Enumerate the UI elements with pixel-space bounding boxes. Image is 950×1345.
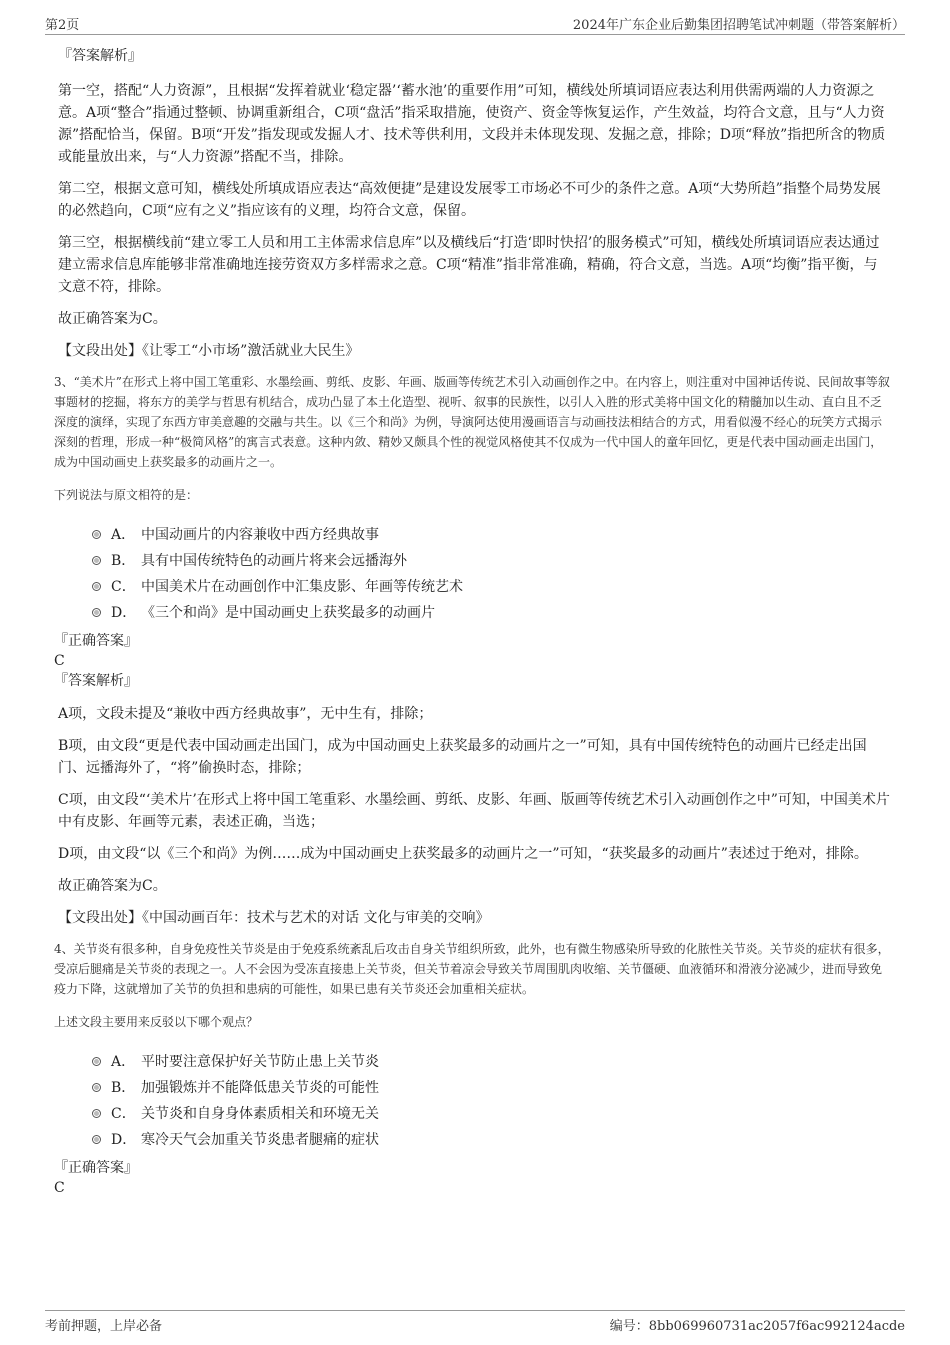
option-text: 平时要注意保护好关节防止患上关节炎 <box>141 1054 379 1070</box>
radio-icon[interactable] <box>92 530 101 539</box>
radio-icon[interactable] <box>92 1135 101 1144</box>
answer-label: 『正确答案』 <box>54 633 138 649</box>
conclusion: 故正确答案为C。 <box>58 878 167 894</box>
analysis-paragraph-1: 第一空，搭配“人力资源”，且根据“发挥着就业‘稳定器’‘蓄水池’的重要作用”可知，横线处所填词语应表达利用供需两端的人力资源之意。A项“整合”指通过整顿、协调重新组合，C项“盘活”指采取措施，使资产、资金等恢复运作，产生效益，均符合文意，且与“人力资源”搭配恰当，保留。B项“开发”指发现或发掘人才、技术等供利用，文段并未体现发现、发掘之意，排除；D项“释放”指把所含的物质或能量放出来，与“人力资源”搭配不当，排除。 <box>58 83 886 165</box>
question-3 <box>54 372 890 691</box>
answer-value: C <box>54 653 65 669</box>
radio-icon[interactable] <box>92 608 101 617</box>
question-prompt: 上述文段主要用来反驳以下哪个观点？ <box>54 1015 259 1029</box>
analysis-label: 『答案解析』 <box>54 673 138 689</box>
radio-icon[interactable] <box>92 1083 101 1092</box>
answer-label: 『正确答案』 <box>54 1160 138 1176</box>
page-number: 第2页 <box>45 18 80 33</box>
question-text: 4、关节炎有很多种，自身免疫性关节炎是由于免疫系统紊乱后攻击自身关节组织所致，此外，也有微生物感染所导致的化脓性关节炎。关节炎的症状有很多，受凉后腿痛是关节炎的表现之一。人不会因为受冻直接患上关节炎，但关节着凉会导致关节周围肌肉收缩、关节僵硬、血液循环和滑液分泌减少，进而导致免疫力下降，这就增加了关节的负担和患病的可能性，如果已患有关节炎还会加重相关症状。 <box>54 942 890 996</box>
option-b[interactable]: B． 加强锻炼并不能降低患关节炎的可能性 <box>92 1074 890 1100</box>
question-text: 3、“美术片”在形式上将中国工笔重彩、水墨绘画、剪纸、皮影、年画、版画等传统艺术引入动画创作之中。在内容上，则注重对中国神话传说、民间故事等叙事题材的挖掘，将东方的美学与哲思有机结合，成功凸显了本土化造型、视听、叙事的民族性，以引人入胜的形式美将中国文化的精髓加以生动、直白且不乏深度的演绎，实现了东西方审美意趣的交融与共生。以《三个和尚》为例，导演阿达使用漫画语言与动画技法相结合的方式，用看似漫不经心的玩笑方式揭示深刻的哲理，形成一种“极简风格”的寓言式表意。这种内敛、精妙又颇具个性的视觉风格使其不仅成为一代中国人的童年回忆，更是代表中国动画走出国门，成为中国动画史上获奖最多的动画片之一。 <box>54 375 890 469</box>
analysis-paragraph-2: 第二空，根据文意可知，横线处所填成语应表达“高效便捷”是建设发展零工市场必不可少的条件之意。A项“大势所趋”指整个局势发展的必然趋向，C项“应有之义”指应该有的义理，均符合文意，保留。 <box>58 181 881 219</box>
option-d[interactable]: D． 《三个和尚》是中国动画史上获奖最多的动画片 <box>92 599 890 625</box>
option-c[interactable]: C． 中国美术片在动画创作中汇集皮影、年画等传统艺术 <box>92 573 890 599</box>
option-a[interactable]: A． 平时要注意保护好关节防止患上关节炎 <box>92 1048 890 1074</box>
option-d[interactable]: D． 寒冷天气会加重关节炎患者腿痛的症状 <box>92 1126 890 1152</box>
option-text: 中国动画片的内容兼收中西方经典故事 <box>141 527 379 543</box>
page-header <box>45 12 905 35</box>
conclusion: 故正确答案为C。 <box>58 311 167 327</box>
source-citation: 【文段出处】《中国动画百年：技术与艺术的对话 文化与审美的交响》 <box>58 910 490 926</box>
option-text: 加强锻炼并不能降低患关节炎的可能性 <box>141 1080 379 1096</box>
analysis-option-c: C项，由文段“‘美术片’在形式上将中国工笔重彩、水墨绘画、剪纸、皮影、年画、版画等传统艺术引入动画创作之中”可知，中国美术片中有皮影、年画等元素，表述正确，当选； <box>58 792 890 830</box>
analysis-option-b: B项，由文段“更是代表中国动画走出国门，成为中国动画史上获奖最多的动画片之一”可知，具有中国传统特色的动画片已经走出国门、远播海外了，“将”偷换时态，排除； <box>58 738 867 776</box>
source-citation: 【文段出处】《让零工“小市场”激活就业大民生》 <box>58 343 360 359</box>
page-footer <box>45 1310 905 1339</box>
option-text: 中国美术片在动画创作中汇集皮影、年画等传统艺术 <box>141 579 463 595</box>
analysis-option-a: A项，文段未提及“兼收中西方经典故事”，无中生有，排除； <box>58 706 433 722</box>
analysis-option-d: D项，由文段“以《三个和尚》为例……成为中国动画史上获奖最多的动画片之一”可知，“获奖最多的动画片”表述过于绝对，排除。 <box>58 846 868 862</box>
option-list <box>92 521 890 625</box>
option-c[interactable]: C． 关节炎和自身身体素质相关和环境无关 <box>92 1100 890 1126</box>
option-text: 《三个和尚》是中国动画史上获奖最多的动画片 <box>141 605 435 621</box>
radio-icon[interactable] <box>92 556 101 565</box>
document-id: 编号：8bb069960731ac2057f6ac992124acde <box>609 1319 905 1334</box>
radio-icon[interactable] <box>92 1057 101 1066</box>
analysis-label: 『答案解析』 <box>58 48 142 64</box>
option-a[interactable]: A． 中国动画片的内容兼收中西方经典故事 <box>92 521 890 547</box>
question-4 <box>54 939 890 1198</box>
analysis-paragraph-3: 第三空，根据横线前“建立零工人员和用工主体需求信息库”以及横线后“打造‘即时快招’的服务模式”可知，横线处所填词语应表达通过建立需求信息库能够非常准确地连接劳资双方多样需求之意。C项“精准”指非常准确，精确，符合文意，当选。A项“均衡”指平衡，与文意不符，排除。 <box>58 235 880 295</box>
option-list <box>92 1048 890 1152</box>
radio-icon[interactable] <box>92 582 101 591</box>
question-prompt: 下列说法与原文相符的是： <box>54 488 199 502</box>
option-text: 寒冷天气会加重关节炎患者腿痛的症状 <box>141 1132 379 1148</box>
main-content <box>54 44 890 1198</box>
answer-value: C <box>54 1180 65 1196</box>
document-title: 2024年广东企业后勤集团招聘笔试冲刺题（带答案解析） <box>572 18 905 33</box>
radio-icon[interactable] <box>92 1109 101 1118</box>
option-b[interactable]: B． 具有中国传统特色的动画片将来会远播海外 <box>92 547 890 573</box>
option-text: 关节炎和自身身体素质相关和环境无关 <box>141 1106 379 1122</box>
footer-slogan: 考前押题，上岸必备 <box>45 1319 163 1334</box>
option-text: 具有中国传统特色的动画片将来会远播海外 <box>141 553 407 569</box>
